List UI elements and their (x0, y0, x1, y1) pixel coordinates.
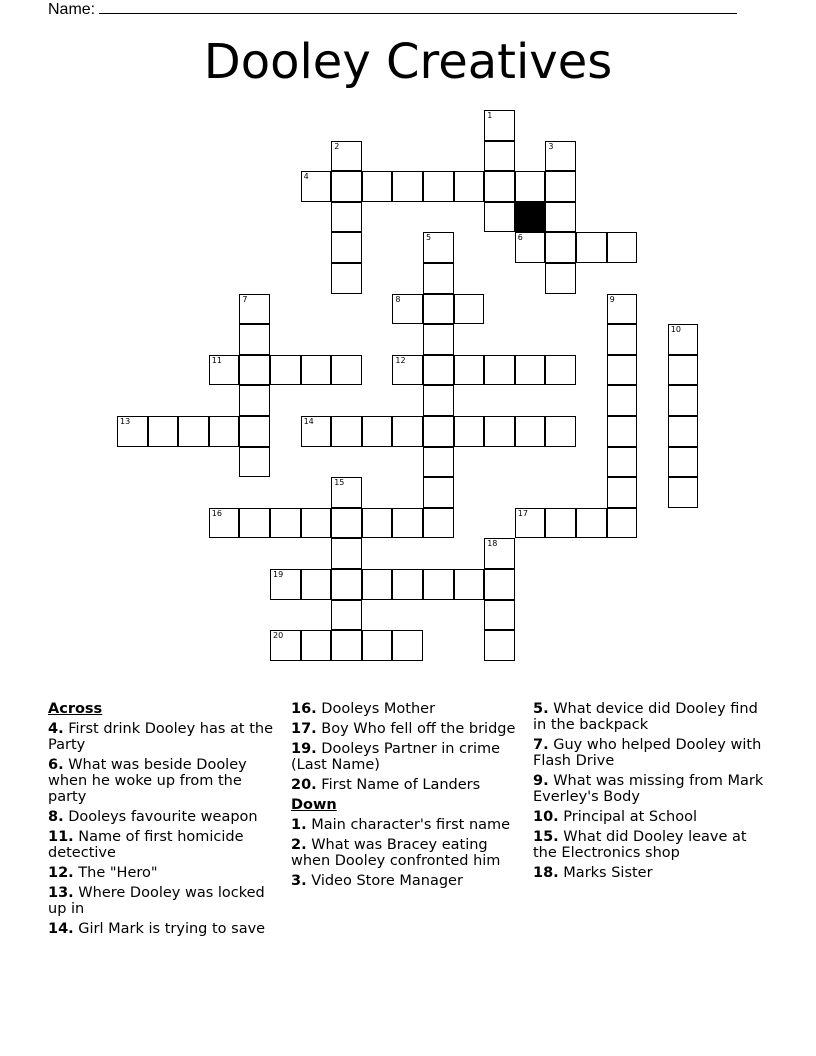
clue-number: 20 (273, 631, 284, 641)
grid-cell[interactable] (392, 569, 423, 600)
grid-cell[interactable] (607, 416, 638, 447)
grid-cell[interactable] (392, 508, 423, 539)
grid-cell[interactable] (270, 355, 301, 386)
clue-item: 13. Where Dooley was locked up in (48, 885, 265, 917)
clue-number: 15. (533, 829, 559, 845)
grid-cell[interactable] (484, 171, 515, 202)
clue-item: 14. Girl Mark is trying to save (48, 921, 266, 937)
grid-cell[interactable] (301, 171, 332, 202)
clue-item: 2. What was Bracey eating when Dooley confronted him (291, 837, 501, 869)
grid-cell[interactable] (270, 508, 301, 539)
clue-item: 5. What device did Dooley find in the backpack (533, 701, 758, 733)
grid-cell[interactable] (668, 385, 699, 416)
grid-cell[interactable] (301, 416, 332, 447)
grid-cell[interactable] (668, 447, 699, 478)
clue-number: 18. (533, 865, 559, 881)
grid-cell[interactable] (607, 324, 638, 355)
grid-cell[interactable] (423, 294, 454, 325)
grid-cell[interactable] (484, 569, 515, 600)
grid-cell[interactable] (331, 630, 362, 661)
grid-cell[interactable] (423, 171, 454, 202)
grid-cell[interactable] (454, 171, 485, 202)
clue-number: 4. (48, 721, 64, 737)
clue-number: 1. (291, 817, 307, 833)
down-heading: Down (291, 797, 337, 813)
grid-cell[interactable] (545, 232, 576, 263)
grid-cell[interactable] (484, 600, 515, 631)
grid-cell[interactable] (423, 385, 454, 416)
grid-cell[interactable] (515, 171, 546, 202)
grid-cell[interactable] (545, 141, 576, 172)
grid-cell[interactable] (515, 416, 546, 447)
grid-cell[interactable] (423, 569, 454, 600)
grid-cell[interactable] (239, 447, 270, 478)
clue-number: 8 (395, 294, 401, 304)
clue-number: 12 (395, 355, 406, 365)
clue-number: 15 (334, 478, 345, 488)
grid-cell[interactable] (239, 416, 270, 447)
clue-item: 18. Marks Sister (533, 865, 653, 881)
clue-number: 3 (548, 141, 554, 151)
grid-cell[interactable] (331, 477, 362, 508)
clue-number: 17. (291, 721, 317, 737)
grid-cell[interactable] (362, 416, 393, 447)
clue-number: 2 (334, 141, 340, 151)
grid-cell[interactable] (423, 263, 454, 294)
grid-cell[interactable] (239, 294, 270, 325)
clue-item: 17. Boy Who fell off the bridge (291, 721, 516, 737)
clue-number: 19 (273, 570, 284, 579)
clue-item: 9. What was missing from Mark Everley's Body (533, 773, 764, 805)
grid-cell[interactable] (607, 508, 638, 539)
clue-number: 14 (303, 417, 314, 426)
clue-item: 4. First drink Dooley has at the Party (48, 721, 273, 753)
grid-cell[interactable] (423, 324, 454, 355)
grid-cell[interactable] (392, 355, 423, 386)
clue-number: 17 (517, 508, 528, 518)
clue-number: 7 (242, 294, 248, 304)
grid-cell[interactable] (545, 263, 576, 294)
clue-item: 8. Dooleys favourite weapon (48, 809, 258, 825)
name-label: Name: (48, 1, 96, 18)
grid-cell[interactable] (454, 294, 485, 325)
grid-cell[interactable] (423, 447, 454, 478)
clue-item: 6. What was beside Dooley when he woke up from the party (48, 757, 247, 805)
grid-cell[interactable] (607, 355, 638, 386)
grid-cell[interactable] (362, 569, 393, 600)
grid-cell[interactable] (301, 630, 332, 661)
grid-cell[interactable] (148, 416, 179, 447)
grid-cell[interactable] (270, 569, 301, 600)
grid-cell[interactable] (545, 508, 576, 539)
clues-column-2 (291, 701, 523, 893)
grid-cell[interactable] (331, 569, 362, 600)
clue-item: 10. Principal at School (533, 809, 698, 825)
grid-cell[interactable] (331, 355, 362, 386)
grid-cell[interactable] (301, 355, 332, 386)
across-heading: Across (48, 701, 103, 717)
grid-cell[interactable] (239, 355, 270, 386)
grid-cell[interactable] (545, 202, 576, 233)
grid-cell[interactable] (607, 294, 638, 325)
clue-number: 18 (487, 539, 498, 549)
grid-cell[interactable] (362, 171, 393, 202)
grid-cell[interactable] (423, 416, 454, 447)
grid-cell[interactable] (515, 355, 546, 386)
grid-cell[interactable] (392, 416, 423, 447)
grid-cell[interactable] (668, 477, 699, 508)
grid-cell[interactable] (392, 171, 423, 202)
clue-number: 6. (48, 757, 64, 773)
clue-number: 4 (303, 172, 309, 182)
grid-cell[interactable] (423, 355, 454, 386)
grid-cell[interactable] (331, 202, 362, 233)
grid-cell[interactable] (423, 232, 454, 263)
clue-item: 16. Dooleys Mother (291, 701, 436, 717)
grid-cell[interactable] (515, 232, 546, 263)
grid-cell[interactable] (239, 508, 270, 539)
grid-cell[interactable] (545, 355, 576, 386)
grid-cell[interactable] (484, 416, 515, 447)
grid-cell[interactable] (239, 324, 270, 355)
clue-number: 10. (533, 809, 559, 825)
grid-cell[interactable] (668, 324, 699, 355)
grid-cell[interactable] (454, 416, 485, 447)
clue-item: 12. The "Hero" (48, 865, 158, 881)
clue-number: 19. (291, 741, 317, 757)
grid-cell[interactable] (392, 630, 423, 661)
clue-number: 1 (487, 111, 493, 120)
grid-cell[interactable] (331, 538, 362, 569)
clue-number: 16. (291, 701, 317, 717)
clue-item: 11. Name of first homicide detective (48, 829, 244, 861)
clue-number: 7. (533, 737, 549, 753)
clue-number: 5. (533, 701, 549, 717)
clues-column-1 (48, 701, 280, 941)
grid-cell[interactable] (392, 294, 423, 325)
grid-cell[interactable] (331, 416, 362, 447)
black-cell (515, 202, 546, 233)
grid-cell[interactable] (209, 508, 240, 539)
clue-number: 8. (48, 809, 64, 825)
grid-cell[interactable] (239, 385, 270, 416)
clue-number: 20. (291, 777, 317, 793)
clue-item: 1. Main character's first name (291, 817, 511, 833)
clue-number: 10 (670, 325, 681, 335)
clue-item: 20. First Name of Landers (291, 777, 481, 793)
clue-item: 7. Guy who helped Dooley with Flash Drive (533, 737, 762, 769)
grid-cell[interactable] (331, 600, 362, 631)
grid-cell[interactable] (331, 141, 362, 172)
grid-cell[interactable] (423, 508, 454, 539)
grid-cell[interactable] (607, 385, 638, 416)
grid-cell[interactable] (668, 355, 699, 386)
grid-cell[interactable] (545, 416, 576, 447)
grid-cell[interactable] (209, 416, 240, 447)
grid-cell[interactable] (331, 508, 362, 539)
grid-cell[interactable] (484, 202, 515, 233)
grid-cell[interactable] (484, 630, 515, 661)
clue-number: 12. (48, 865, 74, 881)
grid-cell[interactable] (454, 569, 485, 600)
clue-number: 2. (291, 837, 307, 853)
grid-cell[interactable] (484, 141, 515, 172)
grid-cell[interactable] (545, 171, 576, 202)
grid-cell[interactable] (515, 508, 546, 539)
puzzle-title: Dooley Creatives (203, 34, 613, 90)
clues-column-3 (533, 701, 773, 885)
grid-cell[interactable] (301, 569, 332, 600)
grid-cell[interactable] (362, 508, 393, 539)
clue-number: 5 (426, 233, 432, 243)
grid-cell[interactable] (576, 508, 607, 539)
clue-item: 15. What did Dooley leave at the Electronics shop (533, 829, 747, 861)
grid-cell[interactable] (331, 232, 362, 263)
grid-cell[interactable] (454, 355, 485, 386)
grid-cell[interactable] (117, 416, 148, 447)
clue-number: 9. (533, 773, 549, 789)
grid-cell[interactable] (607, 232, 638, 263)
grid-cell[interactable] (668, 416, 699, 447)
clue-number: 14. (48, 921, 74, 937)
grid-cell[interactable] (484, 110, 515, 141)
clue-number: 9 (609, 294, 615, 304)
clue-number: 6 (517, 233, 523, 243)
grid-cell[interactable] (576, 232, 607, 263)
grid-cell[interactable] (607, 447, 638, 478)
grid-cell[interactable] (423, 477, 454, 508)
grid-cell[interactable] (484, 538, 515, 569)
clue-number: 16 (211, 508, 222, 518)
clue-number: 13. (48, 885, 74, 901)
clue-number: 11 (211, 355, 222, 365)
grid-cell[interactable] (607, 477, 638, 508)
grid-cell[interactable] (209, 355, 240, 386)
clue-item: 3. Video Store Manager (291, 873, 463, 889)
clue-number: 13 (120, 417, 131, 426)
clue-item: 19. Dooleys Partner in crime (Last Name) (291, 741, 501, 773)
grid-cell[interactable] (270, 630, 301, 661)
grid-cell[interactable] (362, 630, 393, 661)
grid-cell[interactable] (331, 263, 362, 294)
grid-cell[interactable] (178, 416, 209, 447)
grid-cell[interactable] (301, 508, 332, 539)
grid-cell[interactable] (331, 171, 362, 202)
grid-cell[interactable] (484, 355, 515, 386)
clue-number: 11. (48, 829, 74, 845)
clue-number: 3. (291, 873, 307, 889)
